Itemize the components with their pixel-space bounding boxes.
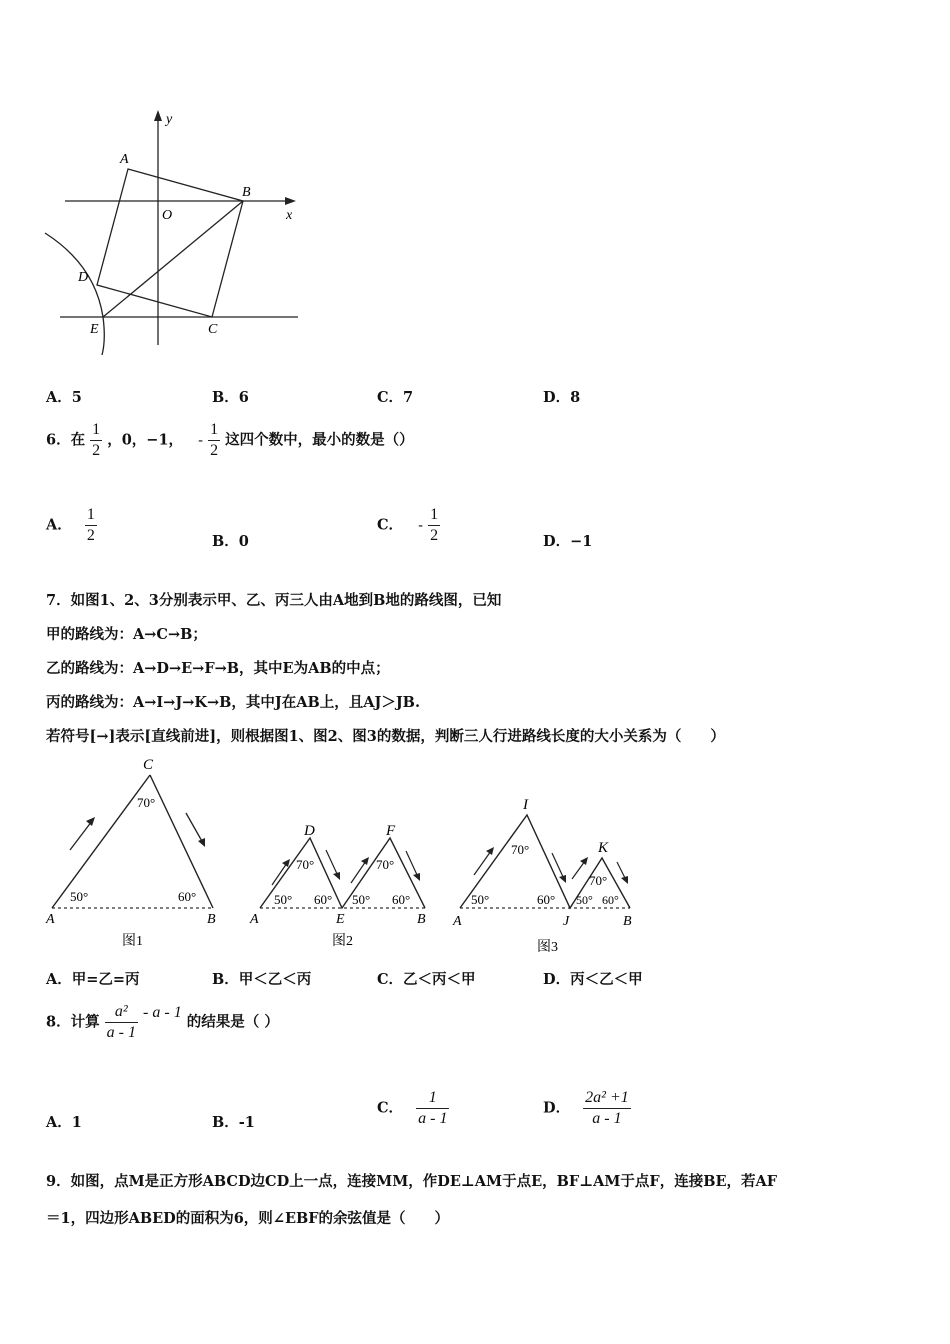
q5-label-E: E xyxy=(90,322,99,337)
q8-option-b: B．-1 xyxy=(212,1114,255,1131)
q6-option-c: C． - $\frac{1}{2}$ xyxy=(377,506,439,544)
q7-fig2-angle-3: 50° xyxy=(274,892,293,907)
q7-fig2-angle-4: 60° xyxy=(314,892,333,907)
q7-fig3-label-J: J xyxy=(563,914,570,929)
q7-line-1: 7．如图1、2、3分别表示甲、乙、丙三人由A地到B地的路线图，已知 xyxy=(46,592,502,609)
q9-line-2: ＝1，四边形ABED的面积为6，则∠EBF的余弦值是（ ） xyxy=(46,1210,450,1227)
q8-prefix: 8．计算 xyxy=(46,1013,100,1031)
q7-fig3-angle-1: 70° xyxy=(511,842,530,857)
q7-option-a: A．甲=乙=丙 xyxy=(46,971,140,988)
q7-fig2-label-A: A xyxy=(250,912,259,927)
q5-label-O: O xyxy=(162,208,173,223)
q7-fig1-angle-top: 70° xyxy=(137,795,156,810)
q7-fig2-label-E: E xyxy=(336,912,345,927)
q7-fig1-caption: 图1 xyxy=(122,934,143,949)
q7-fig1-label-C: C xyxy=(143,757,154,773)
q7-fig1-angle-left: 50° xyxy=(70,889,89,904)
q5-option-c: C．7 xyxy=(377,389,414,406)
q9-line-1: 9．如图，点M是正方形ABCD边CD上一点，连接MM，作DE⊥AM于点E，BF⊥AM于点F，连接BE，若AF xyxy=(46,1173,778,1190)
q7-figure-1 xyxy=(45,757,216,949)
q7-option-b: B．甲＜乙＜丙 xyxy=(212,971,312,988)
q7-fig3-angle-2: 70° xyxy=(589,873,608,888)
q5-option-d: D．8 xyxy=(543,389,581,406)
q7-fig1-label-A: A xyxy=(46,912,55,927)
q6-option-a: A． $\frac{1}{2}$ xyxy=(46,506,95,544)
q7-fig3-label-I: I xyxy=(523,797,528,813)
q7-route-figures xyxy=(40,755,650,960)
q7-fig2-caption: 图2 xyxy=(332,934,353,949)
q8-minus-term: - a - 1 xyxy=(143,1003,182,1021)
q5-label-x: x xyxy=(286,208,293,223)
q6-number: 6．在 xyxy=(46,431,86,449)
q7-fig2-label-F: F xyxy=(386,823,396,839)
q7-fig2-angle-5: 50° xyxy=(352,892,371,907)
q7-fig3-caption: 图3 xyxy=(537,940,558,955)
q5-label-C: C xyxy=(208,322,218,337)
q7-fig2-angle-1: 70° xyxy=(296,857,315,872)
q8-suffix: 的结果是（ ） xyxy=(186,1013,279,1031)
q7-line-2: 甲的路线为：A→C→B； xyxy=(46,626,207,643)
q7-fig3-label-B: B xyxy=(623,914,632,929)
q7-fig3-angle-3: 50° xyxy=(471,892,490,907)
q7-fig3-angle-6: 60° xyxy=(602,893,619,907)
q7-fig2-angle-2: 70° xyxy=(376,857,395,872)
q7-option-d: D．丙＜乙＜甲 xyxy=(543,971,643,988)
q5-coordinate-figure xyxy=(40,105,310,365)
q7-figure-3 xyxy=(452,797,632,955)
q6-middle: ，0，−1， xyxy=(107,431,184,449)
q8-option-a: A．1 xyxy=(46,1114,82,1131)
q6-neg-sign: - xyxy=(198,432,204,449)
q7-fig2-label-D: D xyxy=(304,823,315,839)
q7-fig3-angle-5: 50° xyxy=(576,893,593,907)
q7-fig1-angle-right: 60° xyxy=(178,889,197,904)
q7-line-3: 乙的路线为：A→D→E→F→B，其中E为AB的中点； xyxy=(46,660,390,677)
q6-option-b: B．0 xyxy=(212,533,249,550)
q8-stem xyxy=(46,1002,279,1043)
q6-option-d: D．−1 xyxy=(543,533,593,550)
q7-fig2-label-B: B xyxy=(417,912,426,927)
q7-fig3-angle-4: 60° xyxy=(537,892,556,907)
q7-fig3-label-K: K xyxy=(598,840,609,856)
q5-label-A: A xyxy=(120,152,129,167)
q6-tail: 这四个数中，最小的数是（） xyxy=(225,431,414,449)
q7-option-c: C．乙＜丙＜甲 xyxy=(377,971,476,988)
q5-option-b: B．6 xyxy=(212,389,249,406)
q7-fig3-label-A: A xyxy=(453,914,462,929)
q6-fraction-half: $\frac{1}{2}$ xyxy=(92,421,101,459)
q7-fig2-angle-6: 60° xyxy=(392,892,411,907)
q5-label-D: D xyxy=(78,270,89,285)
q8-fraction: $\frac{\text{a²}}{a - 1}$ xyxy=(106,1003,136,1041)
q5-label-y: y xyxy=(166,112,173,127)
q7-line-5: 若符号[→]表示[直线前进]，则根据图1、图2、图3的数据，判断三人行进路线长度的大小关系为（ ） xyxy=(46,728,725,745)
q7-line-4: 丙的路线为：A→I→J→K→B，其中J在AB上，且AJ＞JB. xyxy=(46,694,420,711)
q6-fraction-neg-half: $\frac{1}{2}$ xyxy=(210,421,219,459)
q5-option-a: A．5 xyxy=(46,389,82,406)
q7-figure-2 xyxy=(249,823,426,949)
q6-stem xyxy=(46,420,414,461)
q8-option-c: C． $\frac{1}{a - 1}$ xyxy=(377,1089,448,1127)
q8-option-d: D． $\frac{\text{2a² +1}}{a - 1}$ xyxy=(543,1089,629,1127)
q7-fig1-label-B: B xyxy=(207,912,216,927)
q5-label-B: B xyxy=(242,185,251,200)
